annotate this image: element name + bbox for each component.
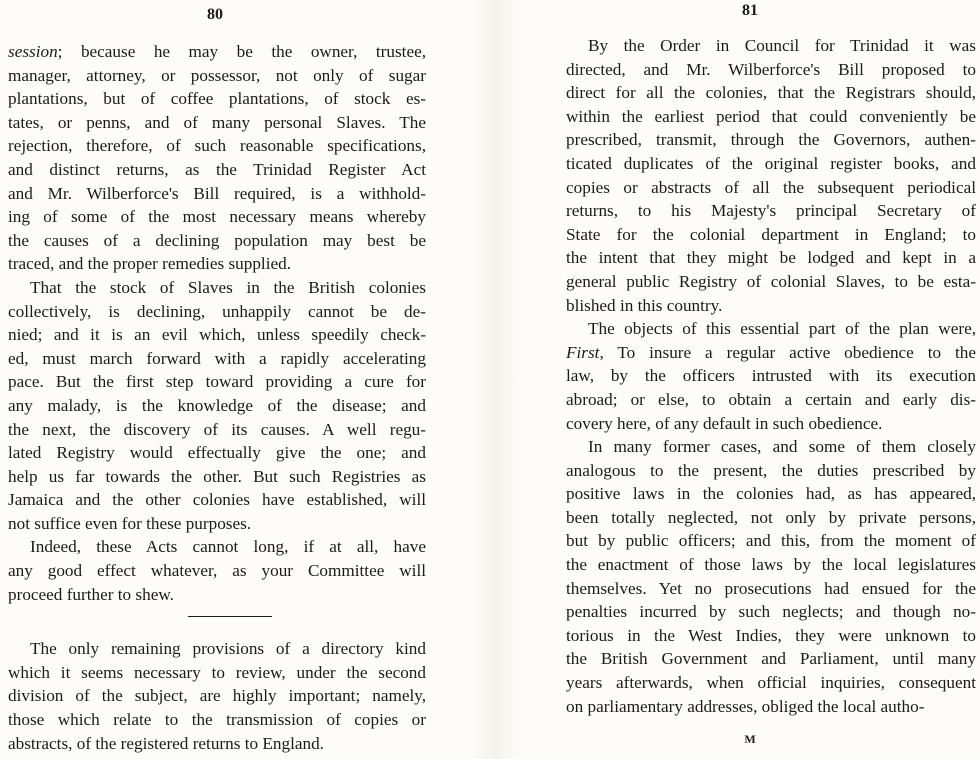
text-line: Indeed, these Acts cannot long, if at all, have xyxy=(30,537,426,557)
text-line: the intent that they might be lodged and kept in a xyxy=(566,248,976,268)
text-line: and distinct returns, as the Trinidad Register Act xyxy=(8,159,426,179)
text-line: but by public officers; and this, from the moment of xyxy=(566,531,976,551)
right-page-body xyxy=(566,34,976,718)
text-line: which it seems necessary to review, under the second xyxy=(8,662,426,682)
text-line: Jamaica and the other colonies have established, will xyxy=(8,490,426,510)
text-line: directed, and Mr. Wilberforce's Bill proposed to xyxy=(566,59,976,79)
text-line: nied; and it is an evil which, unless speedily check- xyxy=(8,325,426,345)
paragraph xyxy=(566,435,976,718)
text-line: not suffice even for these purposes. xyxy=(8,513,252,533)
text-line: penalties incurred by such neglects; and though no- xyxy=(566,602,976,622)
text-line: session; because he may be the owner, trustee, xyxy=(8,42,426,61)
text-line: abroad; or else, to obtain a certain and early dis- xyxy=(566,389,976,409)
text-line: plantations, but of coffee plantations, of stock es- xyxy=(8,89,426,109)
text-line: manager, attorney, or possessor, not only of sugar xyxy=(8,65,426,85)
text-line: analogous to the present, the duties prescribed by xyxy=(566,460,976,480)
left-page xyxy=(0,0,470,759)
text-line: positive laws in the colonies had, as has appeared, xyxy=(566,484,976,504)
text-line: law, by the officers intrusted with its execution xyxy=(566,366,976,386)
section-divider xyxy=(188,616,272,617)
text-line: abstracts, of the registered returns to England. xyxy=(8,733,324,753)
text-line: been totally neglected, not only by private persons, xyxy=(566,507,976,527)
text-line: general public Registry of colonial Slaves, to be esta- xyxy=(566,271,976,291)
text-line: State for the colonial department in England; to xyxy=(566,224,976,244)
paragraph xyxy=(8,40,426,276)
text-line: The objects of this essential part of the plan were, xyxy=(588,319,976,339)
text-line: ticated duplicates of the original register books, and xyxy=(566,153,976,173)
page-number-right: 81 xyxy=(742,2,758,19)
text-line: prescribed, transmit, through the Governors, authen- xyxy=(566,130,976,150)
text-line: blished in this country. xyxy=(566,295,723,315)
text-line: rejection, therefore, of such reasonable specifications, xyxy=(8,136,426,156)
text-line: any malady, is the knowledge of the disease; and xyxy=(8,395,426,415)
text-line: on parliamentary addresses, obliged the local autho- xyxy=(566,696,925,716)
text-line: That the stock of Slaves in the British colonies xyxy=(30,277,426,297)
paragraph xyxy=(8,276,426,536)
right-page xyxy=(520,0,980,759)
text-line: those which relate to the transmission of copies or xyxy=(8,710,426,730)
text-line: years afterwards, when official inquiries, consequent xyxy=(566,673,976,693)
text-line: the next, the discovery of its causes. A well regu- xyxy=(8,419,426,439)
text-line: copies or abstracts of all the subsequent periodical xyxy=(566,177,976,197)
text-line: the British Government and Parliament, until many xyxy=(566,649,976,669)
text-line: any good effect whatever, as your Committee will xyxy=(8,561,426,581)
text-line: help us far towards the other. But such Registries as xyxy=(8,466,426,486)
paragraph xyxy=(566,34,976,317)
text-line: and Mr. Wilberforce's Bill required, is a withhold- xyxy=(8,183,426,203)
text-line: within the earliest period that could conveniently be xyxy=(566,106,976,126)
text-line: In many former cases, and some of them closely xyxy=(588,437,976,457)
text-line: collectively, is declining, unhappily cannot be de- xyxy=(8,301,426,321)
text-line: themselves. Yet no prosecutions had ensued for the xyxy=(566,578,976,598)
text-line: The only remaining provisions of a directory kind xyxy=(30,639,426,659)
text-line: First, To insure a regular active obedience to the xyxy=(566,342,976,362)
text-line: direct for all the colonies, that the Registrars should, xyxy=(566,83,976,103)
text-line: By the Order in Council for Trinidad it was xyxy=(588,36,976,55)
book-gutter xyxy=(470,0,520,759)
signature-mark: M xyxy=(744,732,756,746)
text-line: ed, must march forward with a rapidly accelerating xyxy=(8,348,426,368)
page-number-left: 80 xyxy=(207,6,223,23)
text-line: pace. But the first step toward providing a cure for xyxy=(8,372,426,392)
text-line: torious in the West Indies, they were unknown to xyxy=(566,625,976,645)
text-line: covery here, of any default in such obedience. xyxy=(566,413,883,433)
paragraph xyxy=(8,637,426,755)
text-line: returns, to his Majesty's principal Secretary of xyxy=(566,201,976,221)
text-line: traced, and the proper remedies supplied. xyxy=(8,254,292,274)
paragraph xyxy=(8,535,426,606)
text-line: ing of some of the most necessary means whereby xyxy=(8,207,426,227)
text-line: the enactment of those laws by the local legislatures xyxy=(566,555,976,575)
paragraph xyxy=(566,317,976,435)
left-page-body xyxy=(8,40,426,755)
text-line: division of the subject, are highly important; namely, xyxy=(8,686,426,706)
text-line: the causes of a declining population may best be xyxy=(8,230,426,250)
text-line: proceed further to shew. xyxy=(8,584,174,604)
text-line: lated Registry would effectually give the one; and xyxy=(8,443,426,463)
text-line: tates, or penns, and of many personal Slaves. The xyxy=(8,112,426,132)
